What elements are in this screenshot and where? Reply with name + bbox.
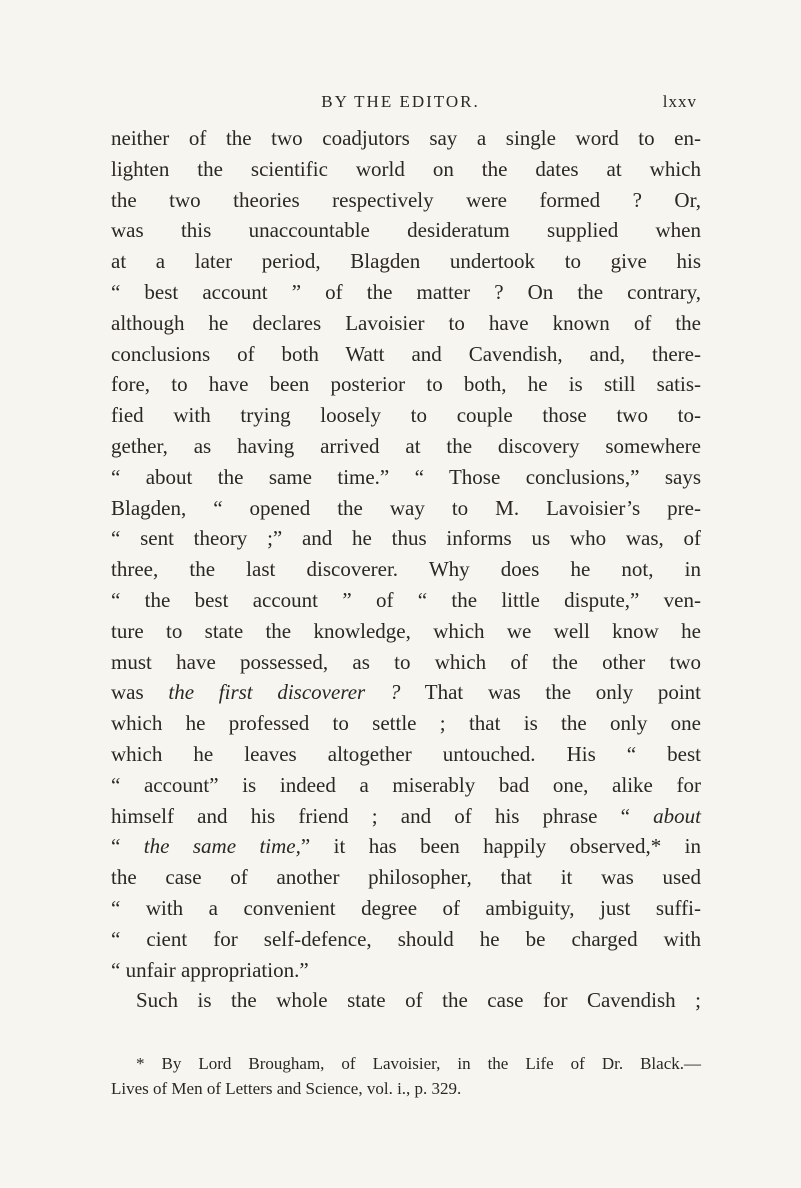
text-line: the two theories respectively were formed ? Or,	[111, 187, 701, 212]
text-line: conclusions of both Watt and Cavendish, and, there-	[111, 341, 701, 366]
footnote	[111, 1051, 701, 1101]
text-line: Such is the whole state of the case for Cavendish ;	[136, 988, 701, 1013]
text-segment: was	[111, 680, 169, 705]
text-line: lighten the scientific world on the dates at which	[111, 156, 701, 181]
text-line	[111, 801, 701, 832]
italic-phrase: about	[653, 803, 701, 828]
page-number: lxxv	[662, 92, 697, 111]
text-line	[111, 677, 701, 708]
text-line: although he declares Lavoisier to have known of the	[111, 310, 701, 335]
text-segment: ” it has been happily observed,* in	[300, 834, 701, 859]
text-segment: That was the only point	[400, 680, 701, 705]
text-line: which he professed to settle ; that is the only one	[111, 711, 701, 736]
footnote-line: Lives of Men of Letters and Science, vol. i., p. 329.	[111, 1079, 462, 1098]
text-line: gether, as having arrived at the discovery somewhere	[111, 433, 701, 458]
text-segment: himself and his friend ; and of his phrase “	[111, 803, 654, 828]
text-line: “ unfair appropriation.”	[111, 957, 309, 982]
text-line: neither of the two coadjutors say a single word to en-	[111, 126, 701, 150]
text-line: must have possessed, as to which of the other two	[111, 649, 701, 674]
text-line: at a later period, Blagden undertook to give his	[111, 249, 701, 274]
text-line: which he leaves altogether untouched. His “ best	[111, 741, 701, 766]
running-title: BY THE EDITOR.	[321, 92, 480, 111]
text-line: “ cient for self-defence, should he be charged with	[111, 926, 701, 951]
running-head	[0, 92, 801, 120]
italic-phrase: the first discoverer ?	[168, 680, 401, 705]
body-text	[111, 123, 701, 1016]
text-line: three, the last discoverer. Why does he not, in	[111, 557, 701, 582]
text-line: fied with trying loosely to couple those two to-	[111, 403, 701, 428]
text-line: “ sent theory ;” and he thus informs us who was, of	[111, 526, 701, 551]
text-line: “ best account ” of the matter ? On the contrary,	[111, 279, 701, 304]
italic-phrase: the same time,	[143, 834, 301, 859]
text-line: “ with a convenient degree of ambiguity, just suffi-	[111, 895, 701, 920]
text-line	[111, 831, 701, 862]
text-line: was this unaccountable desideratum supplied when	[111, 218, 701, 243]
text-line: ture to state the knowledge, which we well know he	[111, 618, 701, 643]
text-line: “ about the same time.” “ Those conclusions,” says	[111, 464, 701, 489]
text-line: “ the best account ” of “ the little dispute,” ven-	[111, 587, 701, 612]
text-line: the case of another philosopher, that it was used	[111, 865, 701, 890]
text-line: fore, to have been posterior to both, he is still satis-	[111, 372, 701, 397]
text-segment: “	[111, 834, 144, 859]
text-line: Blagden, “ opened the way to M. Lavoisier’s pre-	[111, 495, 701, 520]
footnote-line: * By Lord Brougham, of Lavoisier, in the Life of Dr. Black.—	[136, 1054, 701, 1073]
text-line: “ account” is indeed a miserably bad one, alike for	[111, 772, 701, 797]
